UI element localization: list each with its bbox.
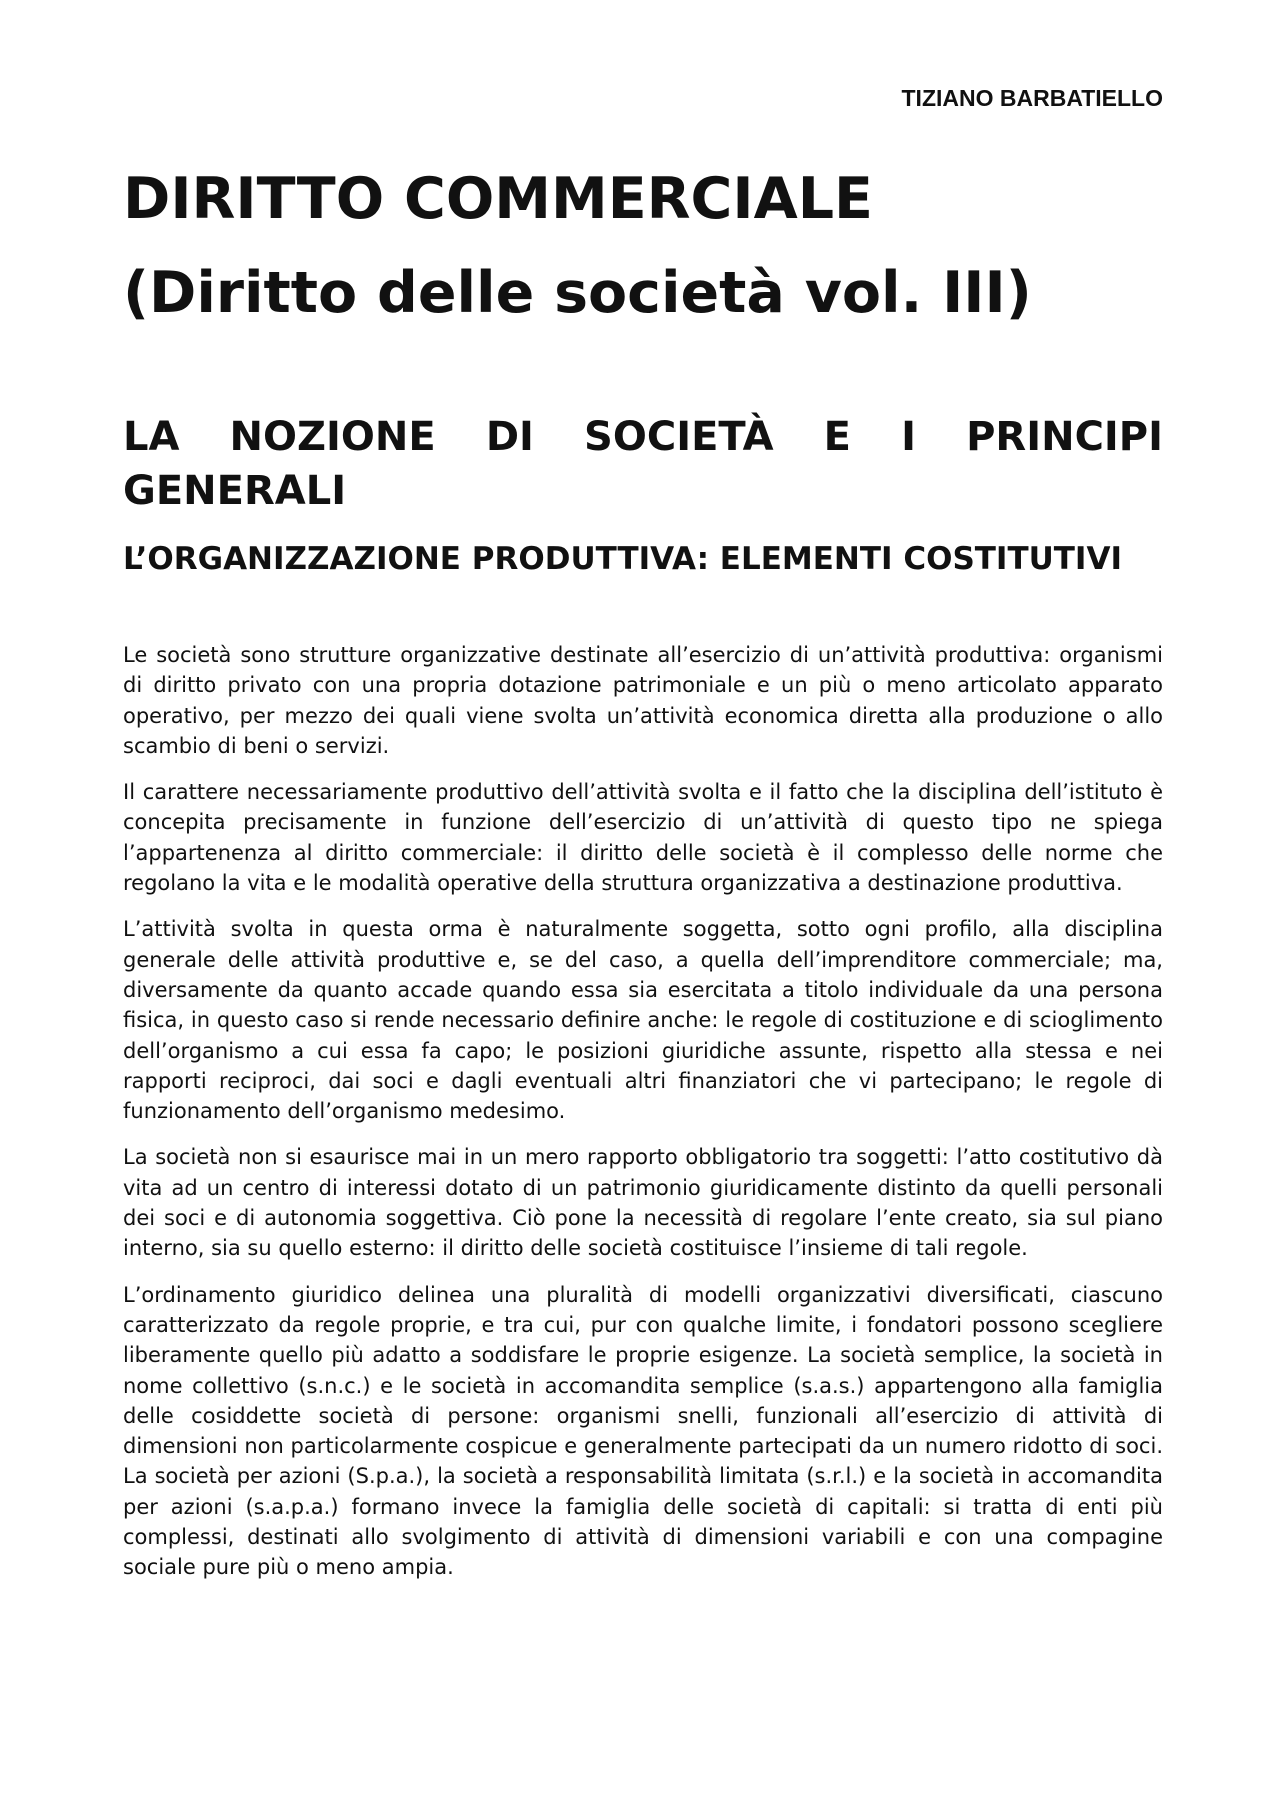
paragraph: L’attività svolta in questa orma è naturalmente soggetta, sotto ogni profilo, alla disciplina generale delle attività produttive e, se del caso, a quella dell’imprenditore commerciale; ma, diversamente da quanto accade quando essa sia esercitata a titolo individuale da una persona fisica, in questo caso si rende necessario definire anche: le regole di costituzione e di scioglimento dell’organismo a cui essa fa capo; le posizioni giuridiche assunte, rispetto alla stessa e nei rapporti reciproci, dai soci e dagli eventuali altri finanziatori che vi partecipano; le regole di funzionamento dell’organismo medesimo. [123,917,1163,1124]
paragraph: La società non si esaurisce mai in un mero rapporto obbligatorio tra soggetti: l’atto costitutivo dà vita ad un centro di interessi dotato di un patrimonio giuridicamente distinto da quelli personali dei soci e di autonomia soggettiva. Ciò pone la necessità di regolare l’ente creato, sia sul piano interno, sia su quello esterno: il diritto delle società costituisce l’insieme di tali regole. [123,1145,1163,1261]
document-title-line-2: (Diritto delle società vol. III) [123,260,1032,326]
paragraph: Le società sono strutture organizzative destinate all’esercizio di un’attività produttiva: organismi di diritto privato con una propria dotazione patrimoniale e un più o meno articolato apparato operativo, per mezzo dei quali viene svolta un’attività economica diretta alla produzione o allo scambio di beni o servizi. [123,643,1163,758]
paragraph: L’ordinamento giuridico delinea una pluralità di modelli organizzativi diversificati, ciascuno caratterizzato da regole proprie, e tra cui, pur con qualche limite, i fondatori possono scegliere liberamente quello più adatto a soddisfare le proprie esigenze. La società semplice, la società in nome collettivo (s.n.c.) e le società in accomandita semplice (s.a.s.) appartengono alla famiglia delle cosiddette società di persone: organismi snelli, funzionali all’esercizio di attività di dimensioni non particolarmente cospicue e generalmente partecipati da un numero ridotto di soci. La società per azioni (S.p.a.), la società a responsabilità limitata (s.r.l.) e la società in accomandita per azioni (s.a.p.a.) formano invece la famiglia delle società di capitali: si tratta di enti più complessi, destinati allo svolgimento di attività di dimensioni variabili e con una compagine sociale pure più o meno ampia. [123,1282,1163,1580]
author-name: TIZIANO BARBATIELLO [901,85,1163,111]
chapter-heading: LA NOZIONE DI SOCIETÀ E I PRINCIPI GENERALI [123,414,1163,514]
section-heading: L’ORGANIZZAZIONE PRODUTTIVA: ELEMENTI COSTITUTIVI [123,541,1122,577]
document-title [123,152,1163,340]
paragraph: Il carattere necessariamente produttivo dell’attività svolta e il fatto che la disciplina dell’istituto è concepita precisamente in funzione dell’esercizio di un’attività di questo tipo ne spiega l’appartenenza al diritto commerciale: il diritto delle società è il complesso delle norme che regolano la vita e le modalità operative della struttura organizzativa a destinazione produttiva. [123,780,1163,896]
body-text [123,640,1163,1599]
document-title-line-1: DIRITTO COMMERCIALE [123,166,873,232]
